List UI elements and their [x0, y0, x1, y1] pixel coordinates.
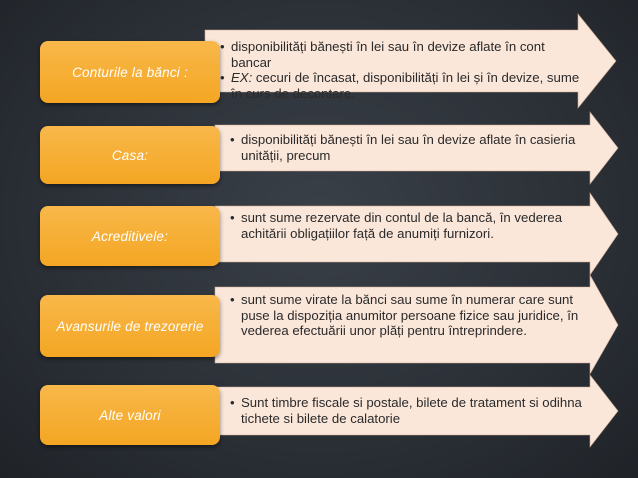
row-label: Conturile la bănci :: [72, 64, 188, 80]
bullet-list: [220, 39, 580, 101]
row-acreditive: [0, 190, 638, 280]
label-box: [40, 126, 220, 184]
bullet-item: • disponibilități bănești în lei sau în devize aflate în casieria unității, precum: [230, 132, 576, 163]
bullet-list: [230, 132, 590, 163]
row-casa: [0, 110, 638, 190]
bullet-item: • sunt sume rezervate din contul de la bancă, în vederea achitării obligațiilor față de anumiți furnizori.: [230, 210, 563, 241]
label-box: [40, 206, 220, 266]
label-box: [40, 385, 220, 445]
bullet-list: [230, 292, 585, 339]
row-label: Avansurile de trezorerie: [56, 318, 204, 334]
label-box: [40, 41, 220, 103]
row-label: Alte valori: [99, 407, 161, 423]
label-box: [40, 295, 220, 357]
row-label: Casa:: [111, 147, 149, 163]
row-alte-valori: [0, 375, 638, 465]
bullet-item: • EX: cecuri de încasat, disponibilități în lei și în devize, sume în curs de decontare.: [220, 70, 580, 101]
bullet-item: • sunt sume virate la bănci sau sume în numerar care sunt puse la dispoziția anumitor persoane fizice sau juridice, în vederea efectuării unor plăți pentru întreprindere.: [230, 292, 579, 338]
bullet-item: • Sunt timbre fiscale si postale, bilete de tratament si odihna tichete si bilete de calatorie: [230, 395, 582, 426]
row-label: Acreditivele:: [91, 228, 169, 244]
row-avansuri: [0, 275, 638, 375]
example-prefix: EX:: [231, 70, 253, 85]
bullet-item: • disponibilități bănești în lei sau în devize aflate în cont bancar: [220, 39, 545, 70]
row-conturile: [0, 6, 638, 116]
bullet-list: [230, 210, 585, 241]
bullet-list: [230, 395, 595, 426]
